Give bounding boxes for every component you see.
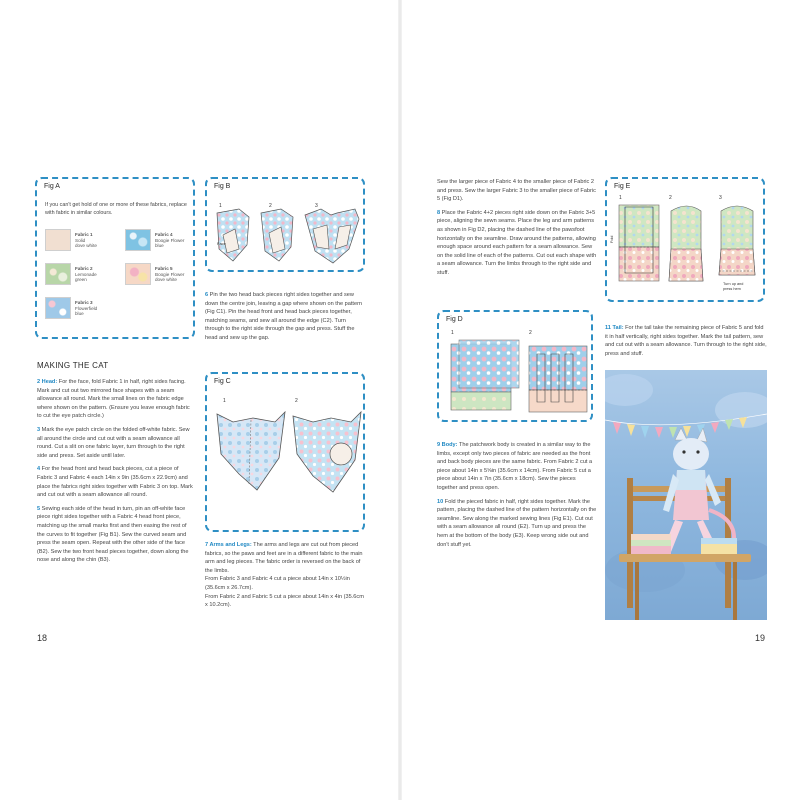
fabric-2-label: Fabric 2 Lemonade green (75, 266, 97, 283)
fig-c-num-1: 1 (223, 398, 226, 404)
photo-illustration (605, 370, 767, 620)
step-9-text: 9 Body: The patchwork body is created in a similar way to the limbs, except only two pieces of fabric are needed as the front and back body pieces are the same fabric. From Fabric 2 cut a piece about 14in x 5⅝in (35.6cm x 14cm). From Fabric 5 cut a piece about 14in x 7in (35.6cm x 18cm). Sew the pieces together and press open. (437, 442, 593, 491)
fabric-1-label: Fabric 1 Solid dove white (75, 232, 97, 249)
fig-a-box (35, 177, 195, 339)
fig-b-num-1: 1 (219, 203, 222, 209)
fig-e-box (605, 177, 765, 302)
step-4-text: 4 For the head front and head back pieces, cut a piece of Fabric 3 and Fabric 4 each 14in x 9in (35.6cm x 22.9cm) and place the fabrics right sides together with Fabric 3 on top. Mark and cut out with a seam allowance all round. (37, 466, 193, 499)
fig-c-label: Fig C (214, 378, 231, 385)
fig-b-num-3: 3 (315, 203, 318, 209)
fig-c-box (205, 372, 365, 532)
fig-e-num-3: 3 (719, 195, 722, 201)
fig-d-illustration (441, 336, 593, 422)
fig-b-illustration (209, 205, 365, 271)
fig-b-num-2: 2 (269, 203, 272, 209)
fabric-4-swatch (125, 229, 151, 251)
fig-c-illustration (209, 404, 365, 524)
fig-d-label: Fig D (446, 316, 463, 323)
fig-d-box (437, 310, 593, 422)
left-column-steps (37, 378, 195, 570)
fabric-5-swatch (125, 263, 151, 285)
right-page (400, 0, 800, 800)
step-7-text: 7 Arms and Legs: The arms and legs are cut out from pieced fabrics, so the paws and feet are in a different fabric to the main arm and leg pieces. The fabric order is reversed on the back of the limbs. From Fabric 3 and Fabric 4 cut a piece about 14in x 10½in (35.6cm x 26.7cm). From Fabric 2 and Fabric 5 cut a piece about 14in x 4in (35.6cm x 10.2cm). (205, 542, 364, 609)
page-number-right: 19 (755, 633, 766, 643)
step-5-text: 5 Sewing each side of the head in turn, pin an off-white face piece right sides together with a Fabric 4 head front piece, matching up the small marks first and then easing the rest of the curves to fit together (Fig B1). Sew the curved seam and press the seam open. Repeat with the other side of the face (B2). Sew the two front head pieces together, down along the nose and along the chin (B3). (37, 505, 189, 564)
page-number-left: 18 (37, 633, 48, 643)
making-the-cat-heading: MAKING THE CAT (37, 361, 109, 370)
fig-e-fold-label: Fold (610, 235, 614, 243)
fig-e-turn-label-1: Turn up and (723, 282, 744, 286)
fig-e-illustration (609, 201, 765, 301)
step-7-cont-text: Sew the larger piece of Fabric 4 to the smaller piece of Fabric 2 and press. Sew the larger Fabric 3 to the smaller piece of Fabric 5 (Fig D1). (437, 179, 596, 203)
step-11-text: 11 Tail: For the tail take the remaining piece of Fabric 5 and fold it in half vertically, right sides together. Mark the tail pattern, sew and cut out with a seam allowance. Turn through to the right side, press and stuff. (605, 325, 767, 357)
right-bottom-text (437, 441, 597, 554)
fig-d-num-2: 2 (529, 330, 532, 336)
right-top-text (437, 178, 597, 283)
fabric-3-swatch (45, 297, 71, 319)
fig-e-num-2: 2 (669, 195, 672, 201)
fabric-5-label: Fabric 5 Boogie Flower dove white (155, 266, 185, 283)
fig-e-label: Fig E (614, 183, 631, 190)
finished-cat-photo (605, 370, 767, 620)
fig-e-turn-label-2: press hem (723, 287, 741, 291)
step-10-text: 10 Fold the pieced fabric in half, right sides together. Mark the pattern, placing the dashed line of the pattern horizontally on the seamline. Sew along the marked sewing lines (Fig E1). Cut out with a seam allowance all round (E2). Turn up and press the hem at the bottom of the body (E3). Keep wrong side out and don't stuff yet. (437, 498, 597, 548)
fabric-4-label: Fabric 4 Boogie Flower blue (155, 232, 185, 249)
fabric-2-swatch (45, 263, 71, 285)
fig-c-num-2: 2 (295, 398, 298, 404)
fig-a-intro: If you can't get hold of one or more of these fabrics, replace with fabric in similar colours. (45, 202, 187, 216)
fig-b-box (205, 177, 365, 272)
fig-d-num-1: 1 (451, 330, 454, 336)
fig-b-face-label: Face (217, 241, 226, 246)
step-2-text: 2 Head: For the face, fold Fabric 1 in half, right sides facing. Mark and cut out two mirrored face shapes with a seam allowance all round. Mark the small lines on the fabric edge where shown on the pattern. (Ensure you leave enough fabric to cut the eye patch circle.) (37, 379, 190, 420)
step-6-text: 6 Pin the two head back pieces right sides together and sew down the centre join, leaving a gap where shown on the pattern (Fig C1). Pin the head front and head back pieces together, matching seams, and sew all around the edge (C2). Turn through to the right side through the gap and press. Stuff the head and sew up the gap. (205, 292, 363, 341)
fig-e-num-1: 1 (619, 195, 622, 201)
fig-a-label: Fig A (44, 183, 60, 190)
step-8-text: 8 Place the Fabric 4+2 pieces right side down on the Fabric 3+5 piece, aligning the sewn seams. Place the leg and arm patterns as shown in Fig D2, placing the dashed line of the pawsfoot horizontally on the seamline. Draw around the patterns, allowing enough space around each pattern for a seam allowance. Sew on the solid line of each of the patterns. Cut out each shape with a seam allowance. Turn the limbs through to the right side and stuff. (437, 209, 597, 276)
step-3-text: 3 Mark the eye patch circle on the folded off-white fabric. Sew all around the circle and cut out with a seam allowance all round. Cut a slit on one fabric layer, turn through to the right side and press. Set aside until later. (37, 426, 190, 459)
fabric-3-label: Fabric 3 Flowerfield blue (75, 300, 98, 317)
fabric-1-swatch (45, 229, 71, 251)
fig-b-label: Fig B (214, 183, 231, 190)
